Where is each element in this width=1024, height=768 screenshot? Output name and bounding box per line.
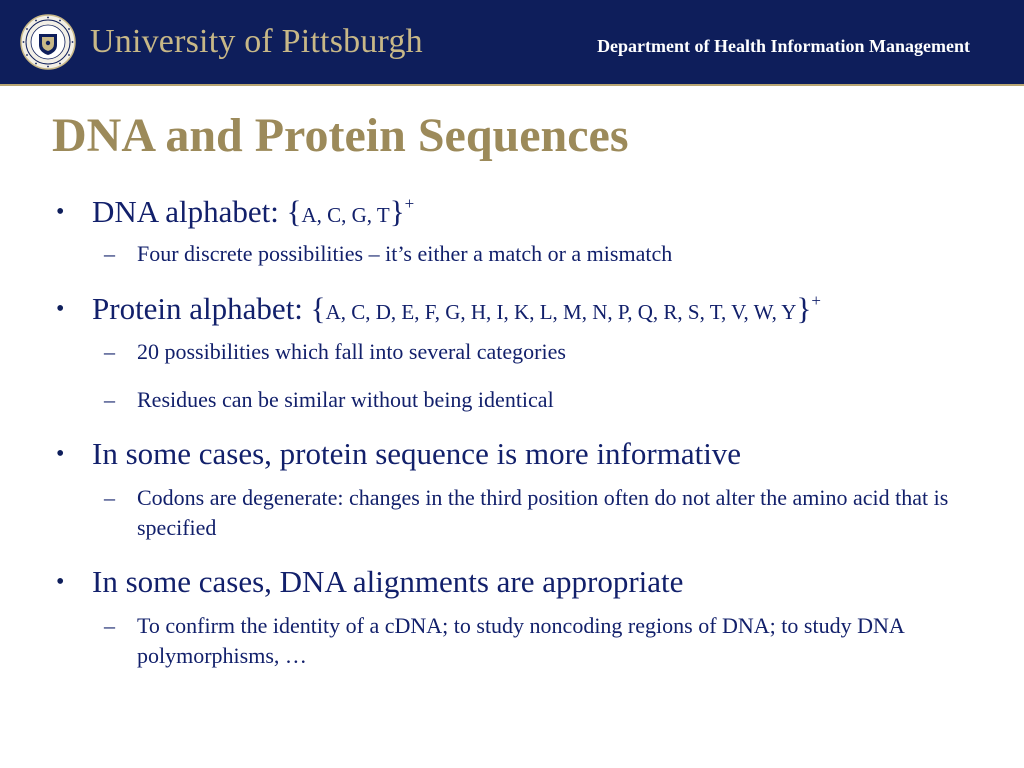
- sub-bullet-marker: –: [104, 387, 115, 412]
- bullet-label: DNA alphabet:: [92, 194, 287, 229]
- open-brace: {: [310, 291, 326, 326]
- sub-bullet-text: To confirm the identity of a cDNA; to study noncoding regions of DNA; to study DNA polymorphisms, …: [137, 613, 904, 668]
- bullet-marker: •: [56, 199, 65, 225]
- bullet-marker: •: [56, 441, 65, 467]
- plus-superscript: +: [811, 290, 821, 310]
- bullet-protein-informative: In some cases, protein sequence is more informative: [92, 436, 742, 471]
- sub-bullet-text: Residues can be similar without being identical: [137, 387, 554, 412]
- sub-bullet-marker: –: [104, 339, 115, 364]
- sub-bullet-text: Four discrete possibilities – it’s either a match or a mismatch: [137, 241, 673, 266]
- bullet-marker: •: [56, 296, 65, 322]
- sub-bullet-marker: –: [104, 613, 115, 638]
- bullet-label: Protein alphabet:: [92, 291, 311, 326]
- bullet-dna-alphabet: [92, 194, 414, 233]
- close-brace: }: [796, 291, 812, 326]
- bullet-dna-alignments: In some cases, DNA alignments are appropriate: [92, 564, 684, 599]
- bullet-protein-alphabet: [92, 291, 821, 330]
- alphabet-letters: A, C, G, T: [301, 203, 390, 227]
- university-name: University of Pittsburgh: [90, 23, 423, 60]
- sub-bullet-text: Codons are degenerate: changes in the third position often do not alter the amino acid that is specified: [137, 485, 949, 540]
- sub-bullet-marker: –: [104, 485, 115, 510]
- plus-superscript: +: [404, 193, 415, 213]
- bullet-marker: •: [56, 569, 65, 595]
- close-brace: }: [389, 194, 405, 229]
- sub-bullet-text: 20 possibilities which fall into several categories: [137, 339, 566, 364]
- slide-title: DNA and Protein Sequences: [52, 109, 629, 162]
- alphabet-letters: A, C, D, E, F, G, H, I, K, L, M, N, P, Q, R, S, T, V, W, Y: [325, 300, 797, 324]
- sub-bullet-marker: –: [104, 241, 115, 266]
- department-name: Department of Health Information Management: [597, 36, 970, 56]
- open-brace: {: [286, 194, 302, 229]
